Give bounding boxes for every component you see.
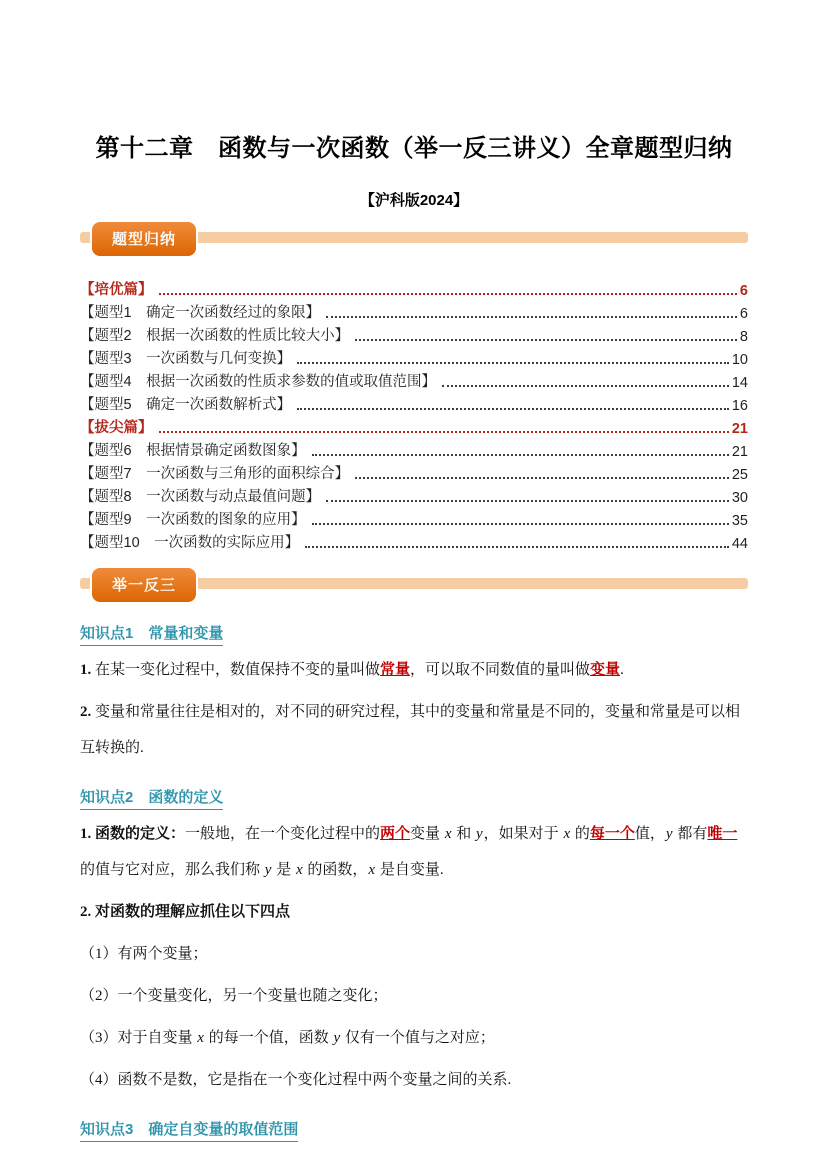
toc-entry-tixing-8[interactable] bbox=[80, 483, 748, 506]
toc-entry-label: 【题型5 确定一次函数解析式】 bbox=[80, 397, 292, 413]
knowledge-point-1-heading[interactable]: 知识点1 常量和变量 bbox=[80, 622, 223, 646]
toc-entry-label: 【题型9 一次函数的图象的应用】 bbox=[80, 512, 306, 528]
toc-entry-label: 【题型10 一次函数的实际应用】 bbox=[80, 535, 300, 551]
toc-leader-dots bbox=[326, 500, 729, 502]
toc-leader-dots bbox=[312, 454, 729, 456]
toc-entry-section-peiyou[interactable] bbox=[80, 276, 748, 299]
knowledge-banner bbox=[80, 566, 748, 602]
function-point-3: （3）对于自变量 x 的每一个值，函数 y 仅有一个值与之对应； bbox=[80, 1030, 495, 1046]
toc-leader-dots bbox=[297, 362, 729, 364]
toc-entry-tixing-10[interactable] bbox=[80, 529, 748, 552]
toc-entry-label: 【题型8 一次函数与动点最值问题】 bbox=[80, 489, 321, 505]
toc-entry-page: 14 bbox=[731, 375, 748, 391]
paragraph-constant-variable-def: 1. 在某一变化过程中，数值保持不变的量叫做常量，可以取不同数值的量叫做变量. bbox=[80, 662, 624, 678]
toc-entry-page: 6 bbox=[739, 283, 748, 299]
toc-leader-dots bbox=[442, 385, 729, 387]
toc-entry-tixing-7[interactable] bbox=[80, 460, 748, 483]
toc-entry-tixing-9[interactable] bbox=[80, 506, 748, 529]
toc-leader-dots bbox=[305, 546, 729, 548]
toc-entry-tixing-5[interactable] bbox=[80, 391, 748, 414]
toc-entry-tixing-3[interactable] bbox=[80, 345, 748, 368]
toc-entry-page: 21 bbox=[731, 444, 748, 460]
paragraph-function-understanding: 2. 对函数的理解应抓住以下四点 bbox=[80, 904, 291, 920]
toc-entry-page: 10 bbox=[731, 352, 748, 368]
toc-entry-section-bajian[interactable] bbox=[80, 414, 748, 437]
toc-entry-tixing-4[interactable] bbox=[80, 368, 748, 391]
toc-entry-label: 【培优篇】 bbox=[80, 282, 153, 298]
toc-entry-page: 16 bbox=[731, 398, 748, 414]
knowledge-point-2-heading[interactable]: 知识点2 函数的定义 bbox=[80, 786, 223, 810]
toc-entry-tixing-1[interactable] bbox=[80, 299, 748, 322]
toc-entry-page: 21 bbox=[731, 421, 748, 437]
table-of-contents bbox=[80, 276, 748, 552]
toc-entry-page: 35 bbox=[731, 513, 748, 529]
function-point-2: （2）一个变量变化，另一个变量也随之变化； bbox=[80, 988, 388, 1004]
edition-label: 【沪科版2024】 bbox=[359, 192, 469, 209]
toc-entry-page: 44 bbox=[731, 536, 748, 552]
toc-entry-label: 【题型7 一次函数与三角形的面积综合】 bbox=[80, 466, 350, 482]
knowledge-badge: 举一反三 bbox=[90, 566, 198, 604]
knowledge-point-3-heading[interactable]: 知识点3 确定自变量的取值范围 bbox=[80, 1118, 298, 1142]
toc-badge: 题型归纳 bbox=[90, 220, 198, 258]
toc-entry-page: 8 bbox=[739, 329, 748, 345]
toc-entry-label: 【题型6 根据情景确定函数图象】 bbox=[80, 443, 306, 459]
toc-banner bbox=[80, 220, 748, 256]
function-point-4: （4）函数不是数，它是指在一个变化过程中两个变量之间的关系. bbox=[80, 1072, 512, 1088]
toc-leader-dots bbox=[159, 431, 729, 433]
toc-entry-tixing-6[interactable] bbox=[80, 437, 748, 460]
toc-entry-page: 6 bbox=[739, 306, 748, 322]
page-title: 第十二章 函数与一次函数（举一反三讲义）全章题型归纳 bbox=[95, 135, 733, 162]
toc-entry-tixing-2[interactable] bbox=[80, 322, 748, 345]
toc-leader-dots bbox=[355, 339, 737, 341]
function-point-1: （1）有两个变量； bbox=[80, 946, 208, 962]
toc-entry-label: 【题型4 根据一次函数的性质求参数的值或取值范围】 bbox=[80, 374, 437, 390]
toc-leader-dots bbox=[326, 316, 737, 318]
toc-leader-dots bbox=[159, 293, 737, 295]
toc-entry-label: 【题型1 确定一次函数经过的象限】 bbox=[80, 305, 321, 321]
toc-leader-dots bbox=[355, 477, 729, 479]
toc-leader-dots bbox=[297, 408, 729, 410]
toc-entry-label: 【拔尖篇】 bbox=[80, 420, 153, 436]
toc-entry-label: 【题型2 根据一次函数的性质比较大小】 bbox=[80, 328, 350, 344]
paragraph-variable-relative: 2. 变量和常量往往是相对的，对不同的研究过程，其中的变量和常量是不同的，变量和常量是可以相互转换的. bbox=[80, 704, 741, 756]
toc-leader-dots bbox=[312, 523, 729, 525]
toc-entry-page: 30 bbox=[731, 490, 748, 506]
paragraph-function-definition: 1. 函数的定义：一般地，在一个变化过程中的两个变量 x 和 y，如果对于 x 的每一个值，y 都有唯一的值与它对应，那么我们称 y 是 x 的函数，x 是自变量. bbox=[80, 826, 738, 878]
toc-entry-page: 25 bbox=[731, 467, 748, 483]
toc-entry-label: 【题型3 一次函数与几何变换】 bbox=[80, 351, 292, 367]
